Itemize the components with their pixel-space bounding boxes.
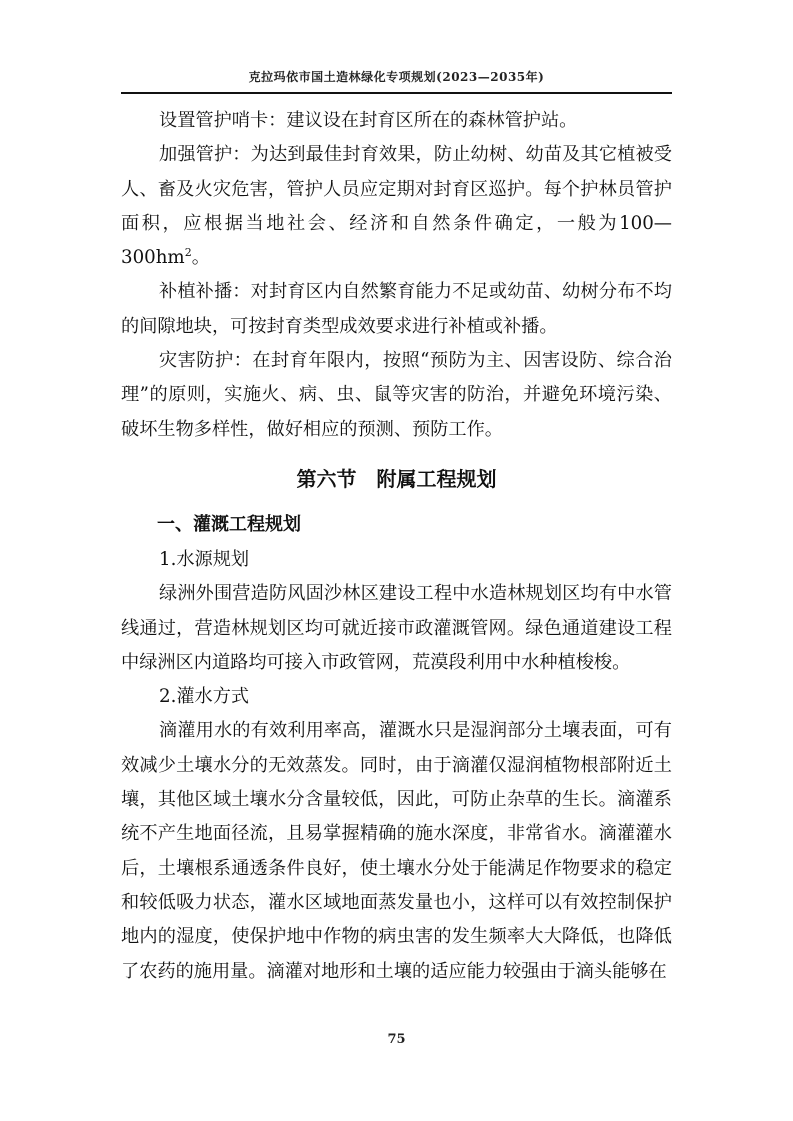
- area-unit-superscript: 2: [184, 246, 192, 260]
- paragraph-patrol-end: 。: [191, 247, 210, 269]
- paragraph-patrol: [121, 138, 672, 275]
- paragraph-replanting: 补植补播：对封育区内自然繁育能力不足或幼苗、幼树分布不均的间隙地块，可按封育类型成效要求进行补植或补播。: [121, 281, 672, 337]
- paragraph-patrol-text: 加强管护：为达到最佳封育效果，防止幼树、幼苗及其它植被受人、畜及火灾危害，管护人员应定期对封育区巡护。每个护林员管护面积，应根据当地社会、经济和自然条件确定，一般为100—300hm: [121, 144, 672, 269]
- page-number: 75: [387, 1032, 406, 1047]
- paragraph-checkpoint: 设置管护哨卡：建议设在封育区所在的森林管护站。: [159, 110, 578, 131]
- header-rule: [121, 92, 672, 94]
- paragraph-disaster: 灾害防护：在封育年限内，按照“预防为主、因害设防、综合治理”的原则，实施火、病、虫、鼠等灾害的防治，并避免环境污染、破坏生物多样性，做好相应的预测、预防工作。: [121, 350, 672, 440]
- item1-title: 1.水源规划: [159, 548, 250, 570]
- item2-text: 滴灌用水的有效利用率高，灌溉水只是湿润部分土壤表面，可有效减少土壤水分的无效蒸发。同时，由于滴灌仅湿润植物根部附近土壤，其他区域土壤水分含量较低，因此，可防止杂草的生长。滴灌系统不产生地面径流，且易掌握精确的施水深度，非常省水。滴灌灌水后，土壤根系通透条件良好，使土壤水分处于能满足作物要求的稳定和较低吸力状态，灌水区域地面蒸发量也小，这样可以有效控制保护地内的湿度，使保护地中作物的病虫害的发生频率大大降低，也降低了农药的施用量。滴灌对地形和土壤的适应能力较强由于滴头能够在: [121, 720, 672, 982]
- item1-text: 绿洲外围营造防风固沙林区建设工程中水造林规划区均有中水管线通过，营造林规划区均可就近接市政灌溉管网。绿色通道建设工程中绿洲区内道路均可接入市政管网，荒漠段利用中水种植梭梭。: [121, 583, 672, 673]
- subsection-title: 一、灌溉工程规划: [157, 513, 301, 535]
- page-body: [121, 104, 672, 989]
- section-title: 第六节 附属工程规划: [296, 466, 497, 491]
- item2-title: 2.灌水方式: [159, 686, 250, 708]
- running-header: 克拉玛依市国土造林绿化专项规划(2023—2035年): [248, 70, 545, 84]
